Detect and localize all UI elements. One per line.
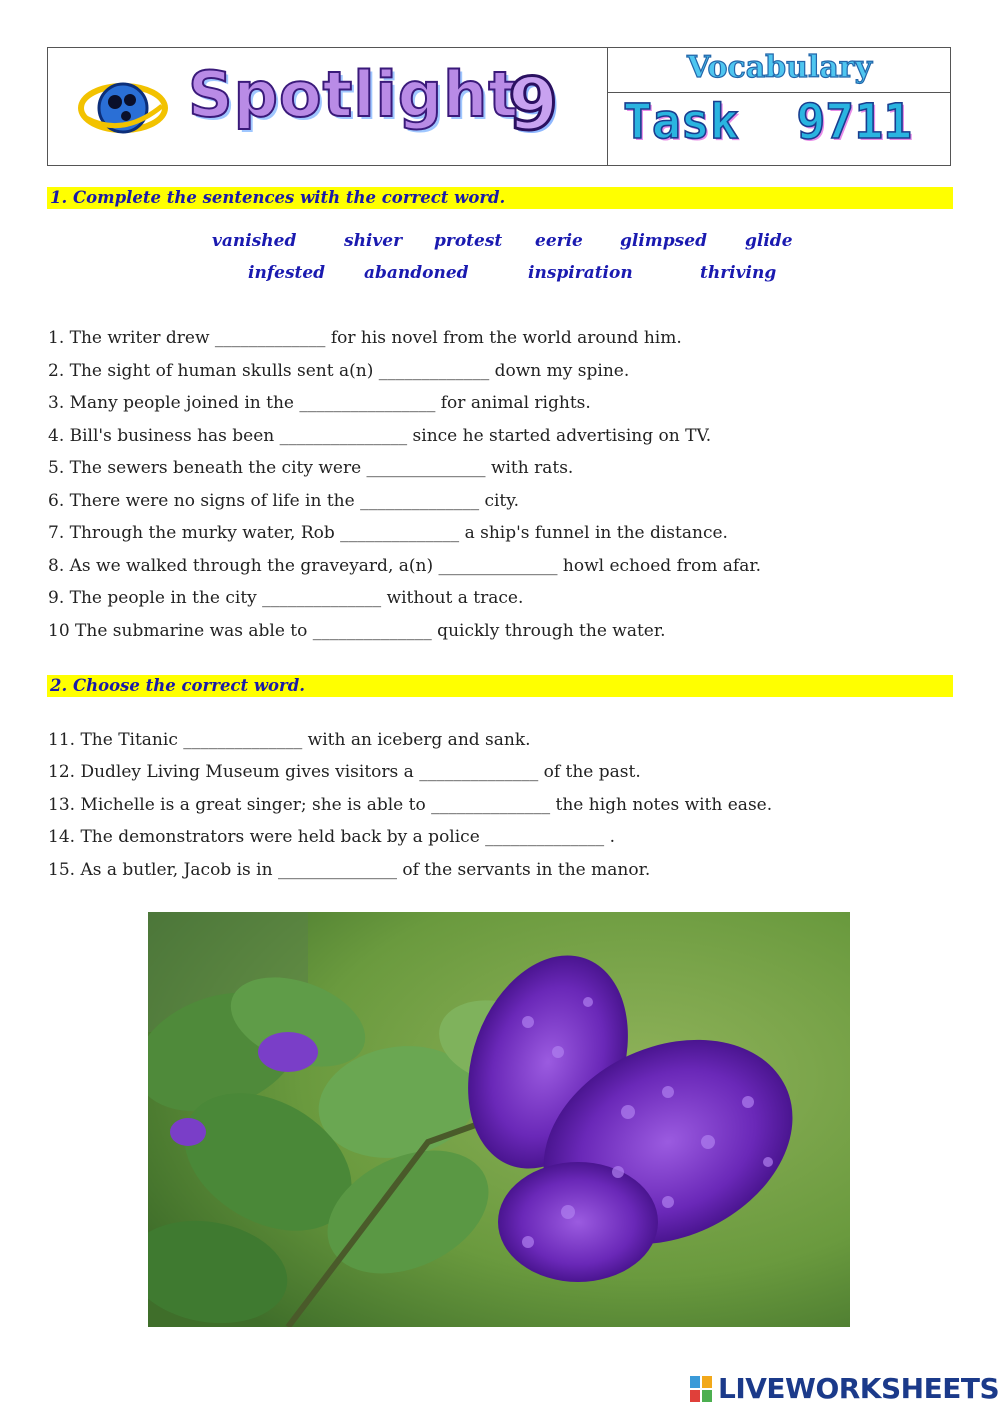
word-bank-item: thriving: [700, 263, 777, 283]
logo-text: Spotlight: [188, 58, 519, 131]
brand-text: LIVEWORKSHEETS: [718, 1372, 999, 1405]
task-number: Task 9711: [623, 94, 912, 150]
logo-number: 9: [508, 62, 559, 146]
worksheet-header: [47, 47, 951, 166]
sentence-15: 15. As a butler, Jacob is in ______________ of the servants in the manor.: [48, 860, 651, 880]
liveworksheets-logo-icon: [690, 1376, 712, 1402]
lilac-photo: [148, 912, 850, 1327]
category-label: Vocabulary: [686, 50, 873, 85]
sentence-13: 13. Michelle is a great singer; she is able to ______________ the high notes with ease.: [48, 795, 773, 815]
word-bank-item: protest: [434, 231, 503, 251]
sentence-7: 7. Through the murky water, Rob ______________ a ship's funnel in the distance.: [48, 523, 728, 543]
word-bank-item: abandoned: [364, 263, 469, 283]
word-bank-item: eerie: [535, 231, 583, 251]
word-bank-item: inspiration: [528, 263, 633, 283]
sentence-4: 4. Bill's business has been _______________ since he started advertising on TV.: [48, 426, 712, 446]
sentence-5: 5. The sewers beneath the city were ______________ with rats.: [48, 458, 574, 478]
sentence-3: 3. Many people joined in the ________________ for animal rights.: [48, 393, 591, 413]
word-bank-item: shiver: [344, 231, 403, 251]
section1-title: 1. Complete the sentences with the correct word.: [47, 187, 953, 209]
sentence-1: 1. The writer drew _____________ for his novel from the world around him.: [48, 328, 682, 348]
section2-title: 2. Choose the correct word.: [47, 675, 953, 697]
sentence-14: 14. The demonstrators were held back by a police ______________ .: [48, 827, 615, 847]
header-divider: [607, 92, 950, 93]
sentence-8: 8. As we walked through the graveyard, a(n) ______________ howl echoed from afar.: [48, 556, 761, 576]
sentence-12: 12. Dudley Living Museum gives visitors a ______________ of the past.: [48, 762, 641, 782]
globe-logo-icon: [78, 66, 168, 146]
word-bank-item: vanished: [212, 231, 297, 251]
sentence-2: 2. The sight of human skulls sent a(n) _____________ down my spine.: [48, 361, 630, 381]
sentence-11: 11. The Titanic ______________ with an iceberg and sank.: [48, 730, 531, 750]
sentence-9: 9. The people in the city ______________ without a trace.: [48, 588, 524, 608]
word-bank-item: glide: [745, 231, 793, 251]
word-bank-item: infested: [248, 263, 326, 283]
word-bank-item: glimpsed: [620, 231, 707, 251]
sentence-10: 10 The submarine was able to ______________ quickly through the water.: [48, 621, 666, 641]
sentence-6: 6. There were no signs of life in the ______________ city.: [48, 491, 520, 511]
